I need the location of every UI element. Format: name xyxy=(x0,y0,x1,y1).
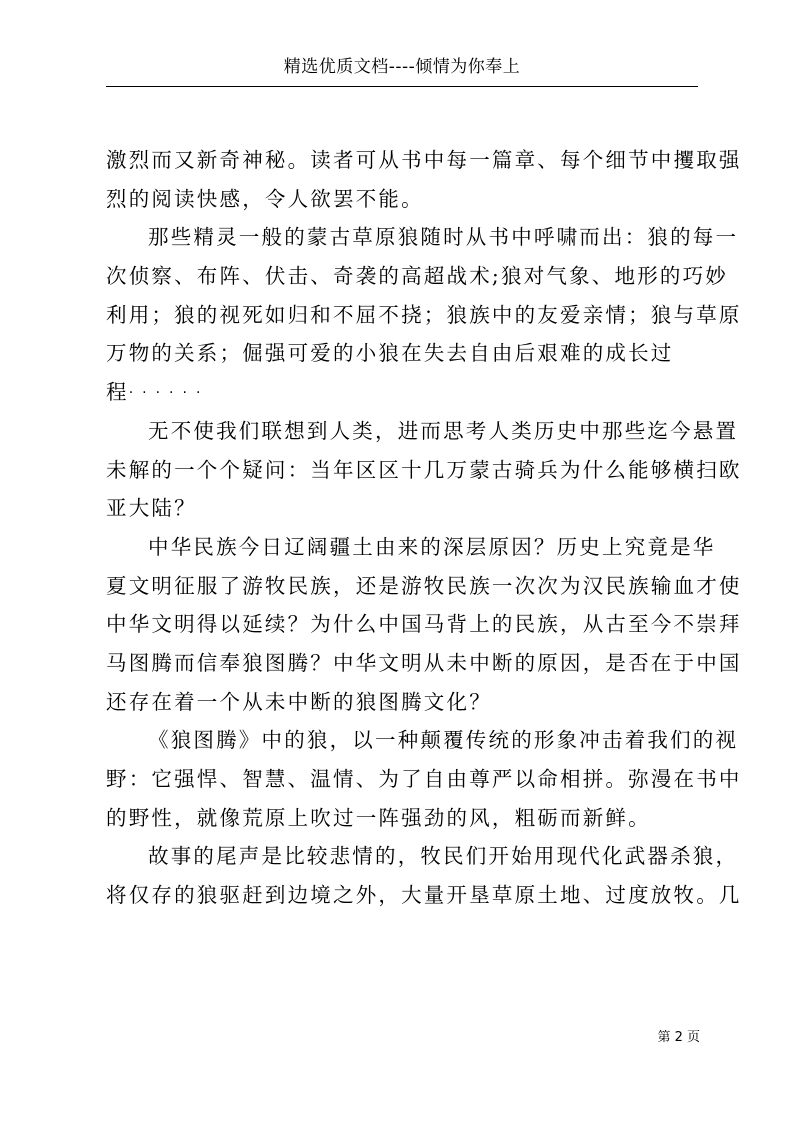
page-header xyxy=(106,56,698,87)
document-body xyxy=(106,141,742,915)
text-line: 激烈而又新奇神秘。读者可从书中每一篇章、每个细节中攫取强 xyxy=(106,148,742,172)
text-line: 利用；狼的视死如归和不屈不挠；狼族中的友爱亲情；狼与草原 xyxy=(106,302,742,327)
page-number: 第 2 页 xyxy=(657,1030,700,1045)
text-line: 次侦察、布阵、伏击、奇袭的高超战术;狼对气象、地形的巧妙 xyxy=(106,264,729,289)
text-line: 野：它强悍、智慧、温情、为了自由尊严以命相拼。弥漫在书中 xyxy=(106,767,742,791)
text-line: 马图腾而信奉狼图腾？中华文明从未中断的原因，是否在于中国 xyxy=(106,650,742,675)
text-line: 中华民族今日辽阔疆土由来的深层原因？历史上究竟是华 xyxy=(148,534,716,559)
text-line: 夏文明征服了游牧民族，还是游牧民族一次次为汉民族输血才使 xyxy=(106,573,742,598)
text-line: 将仅存的狼驱赶到边境之外，大量开垦草原土地、过度放牧。几 xyxy=(106,883,742,908)
text-line: 的野性，就像荒原上吹过一阵强劲的风，粗砺而新鲜。 xyxy=(106,805,651,830)
text-line: 故事的尾声是比较悲情的，牧民们开始用现代化武器杀狼， xyxy=(148,844,739,869)
text-line: 烈的阅读快感，令人欲罢不能。 xyxy=(106,186,424,211)
text-line: 那些精灵一般的蒙古草原狼随时从书中呼啸而出：狼的每一 xyxy=(148,225,739,250)
text-line: 《狼图腾》中的狼，以一种颠覆传统的形象冲击着我们的视 xyxy=(148,728,739,753)
text-line xyxy=(106,373,698,412)
text-line: 还存在着一个从未中断的狼图腾文化？ xyxy=(106,689,492,714)
text-line: 中华文明得以延续？为什么中国马背上的民族，从古至今不崇拜 xyxy=(106,612,742,637)
text-fragment: 程 xyxy=(106,380,129,405)
ellipsis-dots: ······ xyxy=(128,385,210,402)
text-line: 亚大陆？ xyxy=(106,496,197,521)
header-title: 精选优质文档----倾情为你奉上 xyxy=(283,57,521,77)
text-line: 万物的关系；倔强可爱的小狼在失去自由后艰难的成长过 xyxy=(106,341,674,366)
text-line: 未解的一个个疑问：当年区区十几万蒙古骑兵为什么能够横扫欧 xyxy=(106,457,742,482)
text-line: 无不使我们联想到人类，进而思考人类历史中那些迄今悬置 xyxy=(148,418,739,443)
